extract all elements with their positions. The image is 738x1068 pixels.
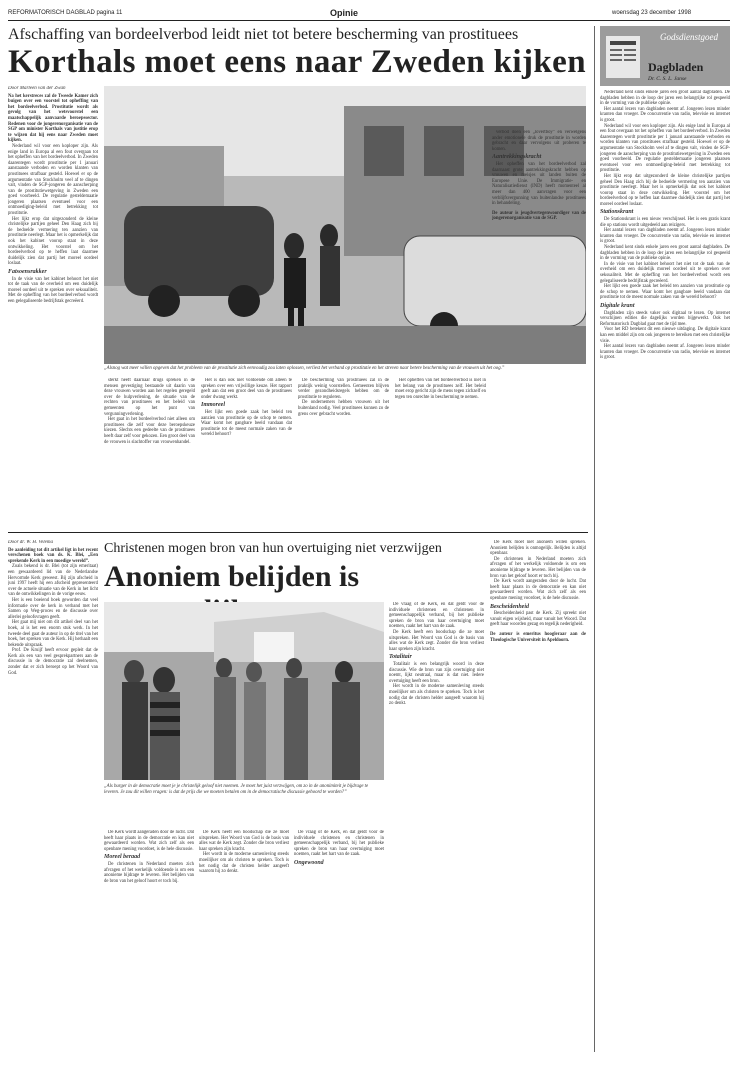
header-date: woensdag 23 december 1998 xyxy=(612,10,692,16)
body-paragraph: verbod doen een „lovertboy” en verwelgens ander emotionele druk de prostitutie in worden gebracht en daar vervolgens uit proberen te komen. xyxy=(492,130,586,152)
article2-kicker: Christenen mogen bron van hun overtuiging niet verzwijgen xyxy=(104,541,442,556)
article2-subhead-2: Totalitair xyxy=(389,654,412,661)
sidebar-author: Dr. C. S. L. Janse xyxy=(648,76,687,82)
body-paragraph: Het lijkt erop dat uitgezonderd de kleine christelijke partijen geheel Den Haag zich bij de bedoelde vermering ten aanzien van prostitutie neerlegt. Maar het is opmerkelijk dat ook het kabinet voorop staat in deze ontwikkeling. Het voorstel om het bordeelverbod op te heffen laat daarmee duidelijk zien dat partij het moreel oordeel loslaat. xyxy=(600,173,730,207)
article1-column-6 xyxy=(492,130,586,526)
article1-column-3 xyxy=(201,378,292,526)
body-paragraph: De Kerk wordt aangeraden door de lucht. Dat heeft haar plaats in de democratie en kan niet gewaardeerd worden. Wat zich zelf als een openbare mening voordoet, is de hele discussie. xyxy=(490,579,586,601)
body-paragraph: De christenen in Nederland moeten zich afvragen of het werkelijk voldoende is om een anonieme bijdrage te leveren. Het belijden van de bron van het geloof hoort er toch bij. xyxy=(490,556,586,579)
sidebar-divider xyxy=(594,26,595,1052)
article1-intro: Na het kerstreces zal de Tweede Kamer zich buigen over een voorstel tot opheffing van het bordeelverbod. Prostitutie wordt als gevolg van het wetsvoorstel een maatschappelijk aanvaarde beroepssector. Redenen voor de jongerenorganisatie van de SGP om minister Korthals van justitie erop te wijzen dat hij eens naar Zweden moet kijken. xyxy=(8,93,98,144)
article1-column-4 xyxy=(298,378,389,526)
article1-column-5 xyxy=(395,378,486,526)
body-paragraph: Nederland wil voor een koploper zijn. Als enige land in Europa al een fout overgaan tot het opheffen van het bordeelverbod. In Zweden daarentegen wordt prostitutie per 1 januari aanstaande verboden en worden klanten van prostituees strafbaar gesteld. Hoewel er op de argumentatie van Stockholm veel af te dingen valt, vinden de SGP-jongeren de aanscherping van de prostitutiewetgeving in Zweden een goed voorbeeld. De regulatie gesteldemaatie jongeren plaatsen eventueel voor een ontmoediging-beleid met betrekking tot prostitutie. xyxy=(600,123,730,174)
body-paragraph: Het gaat mij niet om dit artikel deel van het boek, al is het een enorm stuk werk. In het tweede deel gaat de auteur in op de titel van het boek, het spreken van de Kerk. Hij herhaalt een bekende uitspraak. xyxy=(8,620,98,648)
article1-caption: „Alsnog wat meer willen opgeven dat het probleem van de prostitutie zich eenvoudig zou laten oplossen, verliest het verband op prostitutie en het streven naar betere bescherming van de vrouwen uit het oog.” xyxy=(104,366,505,371)
newspaper-icon xyxy=(604,32,644,82)
body-paragraph: Nederland kent sinds enkele jaren een groot aantal dagbladen. De dagbladen hebben in de loop der jaren een belangrijke rol gespeeld in de vorming van de publieke opinie. xyxy=(600,90,730,107)
body-paragraph: Voor het RD betekent dit een nieuwe uitdaging. De digitale krant kan een middel zijn om ook jongeren te bereiken met een christelijke visie. xyxy=(600,327,730,344)
sidebar-banner-title: Godsdienstgoed xyxy=(660,32,718,42)
body-paragraph: De bescherming van prostituees zal in de praktijk weinig voorstellen. Gemeenten blijven verder gezondheidsregels hebben om de prostitutie te reguleren. xyxy=(298,378,389,400)
article1-subhead-3: Aantrekkingskracht xyxy=(492,154,542,161)
body-paragraph: sterkt heeft daarnaar drugs spreken in de mensen gevestiging bestaande uit daarin van deze vrouwen worden aan het regelen geregeld over de hulpverlening, de situatie van de rechten van prostituees en het beleid van gemeenten op het punt van vergunningverlening. xyxy=(104,378,195,417)
body-paragraph: In de visie van het kabinet behoort het niet tot de taak van de overheid om een duidelijk moreel oordeel uit te spreken over seksualiteit. Met de opheffing van het bordeelverbod wordt een gelegaliseerde bedrijfstak gecreëerd. xyxy=(600,261,730,284)
sidebar-column xyxy=(600,90,730,1052)
header-rule xyxy=(8,20,730,21)
article2-caption: „Als burger in de democratie moet je je christelijk geloof niet noemen. Je moet het juist verzwijgen, om zo in de anonimiteit je bijdrage te leveren. Je zou dit willen vragen: is dat de prijs die we moeten betalen om in de democratische discussie gehoord te worden?” xyxy=(104,784,369,795)
sidebar-subhead-2: Digitale krant xyxy=(600,302,635,309)
body-paragraph: Totalitair is een belangrijk woord in deze discussie. Wie de bron van zijn overtuiging niet noemt, lijkt neutraal, maar is dat niet. Iedere overtuiging heeft een bron. xyxy=(389,661,484,684)
article1-footnote: De auteur is jeugdvertegenwoordiger van de jongerenorganisatie van de SGP. xyxy=(492,210,586,222)
article2-subhead-4: Bescheidenheid xyxy=(490,603,529,610)
body-paragraph: Het is een boeiend boek geworden dat veel informatie over de kerk in verband met het Samen op Weg-proces en de discussie over allerlei geloofsvragen geeft. xyxy=(8,597,98,620)
article1-subhead-2: Immoreel xyxy=(201,402,225,409)
body-paragraph: Nederland kent sinds enkele jaren een groot aantal dagbladen. De dagbladen hebben in de loop der jaren een belangrijke rol gespeeld in de vorming van de publieke opinie. xyxy=(600,245,730,262)
body-paragraph: Het aantal lezers van dagbladen neemt af. Jongeren lezen minder kranten dan vroeger. De concurrentie van radio, televisie en internet is groot. xyxy=(600,344,730,361)
body-paragraph: Zoals bekend is dr. Blei (tot zijn emeritaat) een gewaardeerd lid van de Nederlandse Hervormde Kerk geweest. Bij zijn afscheid in juni 1997 heeft hij een afscheid gepresenteerd over de actuele situatie van de Kerk in het licht van de ontwikkelingen in de vorige eeuw. xyxy=(8,564,98,598)
body-paragraph: De Kerk wordt aangeraden door de lucht. Dat heeft haar plaats in de democratie en kan niet gewaardeerd worden. Wat zich zelf als een openbare mening voordoet, is de hele discussie. xyxy=(104,830,194,852)
body-paragraph: De Kerk heeft een boodschap die ze moet uitspreken. Het Woord van God is de basis van alles wat de Kerk zegt. Zonder die bron verliest haar spreken zijn kracht. xyxy=(389,629,484,652)
article2-column-5 xyxy=(389,602,484,1052)
body-paragraph: In de visie van het kabinet behoort het niet tot de taak van de overheid om een duidelijk moreel oordeel uit te spreken over seksualiteit. Met de opheffing van het bordeelverbod wordt een gelegaliseerde bedrijfstak gecreëerd. xyxy=(8,276,98,304)
body-paragraph: Het opheffen van het bordeelverbod zal daarnaast grote aantrekkingskracht hebben op vrouwen en meisjes uit landen buiten de Europese Unie. De Immigratie- en Naturalisatiedienst (IND) heeft momenteel al meer dan 400 aanvragen voor een verblijfsvergunning van buitenlandse prostituees in behandeling. xyxy=(492,161,586,207)
body-paragraph: De Kerk moet niet anoniem willen spreken. Anoniem belijden is onmogelijk. Belijden is altijd openbaar. xyxy=(490,540,586,557)
body-paragraph: De vraag of de Kerk, en dat geldt voor de individuele christenen en christenen in gemeenschappelijk verband, bij het publieke spreken de bron van haar overtuiging moet noemen, raakt het hart van de zaak. xyxy=(389,602,484,630)
article1-subhead-1: Fatsoensrakker xyxy=(8,269,47,275)
article2-column-6 xyxy=(490,540,586,1052)
header-left: REFORMATORISCH DAGBLAD pagina 11 xyxy=(8,10,123,16)
body-paragraph: De vraag of de Kerk, en dat geldt voor de individuele christenen en christenen in gemeenschappelijk verband, bij het publieke spreken de bron van haar overtuiging moet noemen, raakt het hart van de zaak. xyxy=(294,830,384,858)
sidebar-title: Dagbladen xyxy=(648,60,704,74)
body-paragraph: Het lijkt erop dat uitgezonderd de kleine christelijke partijen geheel Den Haag zich bij de bedoelde vermering ten aanzien van prostitutie neerlegt. Maar het is opmerkelijk dat ook het kabinet voorop staat in deze ontwikkeling. Het voorstel om het bordeelverbod op te heffen laat daarmee duidelijk zien dat partij het moreel oordeel loslaat. xyxy=(8,216,98,267)
article1-kicker: Afschaffing van bordeelverbod leidt niet tot betere bescherming van prostituees xyxy=(8,26,519,43)
body-paragraph: De Stationskrant is een nieuw verschijnsel. Het is een gratis krant die op stations wordt uitgedeeld aan reizigers. xyxy=(600,217,730,228)
body-paragraph: Het wordt in de moderne samenleving steeds moeilijker om als christen te spreken. Toch is het nodig dat de christen helder aangeeft waarom hij zo denkt. xyxy=(199,852,289,875)
body-paragraph: Nederland wil voor een koploper zijn. Als enige land in Europa al een fout overgaan tot het opheffen van het bordeelverbod. In Zweden daarentegen wordt prostitutie per 1 januari aanstaande verboden en worden klanten van prostituees strafbaar gesteld. Hoewel er op de argumentatie van Stockholm veel af te dingen valt, vinden de SGP-jongeren de aanscherping van de prostitutiewetgeving in Zweden een goed voorbeeld. De regulatie gesteldemaatie jongeren plaatsen eventueel voor een ontmoediging-beleid met betrekking tot prostitutie. xyxy=(8,143,98,217)
body-paragraph: Het wordt in de moderne samenleving steeds moeilijker om als christen te spreken. Toch is het nodig dat de christen helder aangeeft waarom hij zo denkt. xyxy=(389,684,484,707)
article2-footnote: De auteur is emeritus hoogleraar aan de Theologische Universiteit in Apeldoorn. xyxy=(490,631,586,643)
body-paragraph: Het lijkt een goede zaak het beleid ten aanzien van prostitutie op de schop te nemen. Waar komt het gangbare beeld vandaan dat prostitutie tot de meest normale zaken van de wereld behoort? xyxy=(600,284,730,301)
article2-column-4 xyxy=(294,830,384,1052)
body-paragraph: Het opheffen van het bordeelverbod is niet in het belang van de prostituees zelf. Het beleid moet erop gericht zijn de mens tegen zichzelf en tegen ten onrechte in bescherming te nemen. xyxy=(395,378,486,400)
article1-column-2 xyxy=(104,378,195,526)
article2-subhead-3: Ongewoond xyxy=(294,859,324,866)
body-paragraph: Het is dan ook niet voldoende om alleen te spreken over een vrijwillige keuze. Het rapport geeft aan dat een groot deel van de prostituees onder dwang werkt. xyxy=(201,378,292,400)
body-paragraph: Dagbladen zijn steeds vaker ook digitaal te lezen. Op internet verschijnen edities die dagelijks worden bijgewerkt. Ook het Reformatorisch Dagblad gaat met de tijd mee. xyxy=(600,310,730,327)
body-paragraph: De ondernemers hebben vrouwen uit het buitenland nodig. Veel prostituees kunnen zo de grens over gebracht worden. xyxy=(298,400,389,417)
body-paragraph: Prof. De Kruijf heeft ervoor gepleit dat de Kerk als een van veel gesprekpartners aan de discussie in de democratie zal deelnemen, zonder dat er zich beroept op het Woord van God. xyxy=(8,648,98,676)
market-crowd-image xyxy=(104,602,384,780)
article2-photo xyxy=(104,602,384,780)
article2-byline: Door dr. W. H. Velema xyxy=(8,540,53,545)
article1-byline: Door Marleen van der Zwan xyxy=(8,86,66,91)
body-paragraph: Het gaat in het bordeelverbod niet alleen om prostituees die zelf voor deze beroepskeuze kiezen. Slechts een gedeelte van de prostituees heeft daar zelf voor gekozen. Een groot deel van de vrouwen is slachtoffer van vrouwenhandel. xyxy=(104,417,195,445)
article2-headline: Anoniem belijden is xyxy=(104,560,360,593)
body-paragraph: De Kerk heeft een boodschap die ze moet uitspreken. Het Woord van God is de basis van alles wat de Kerk zegt. Zonder die bron verliest haar spreken zijn kracht. xyxy=(199,830,289,852)
body-paragraph: Bescheidenheid past de Kerk. Zij spreekt niet vanuit eigen wijsheid, maar vanuit het Woord. Dat geeft haar woorden gezag en tegelijk nederigheid. xyxy=(490,611,586,628)
article2-column-1 xyxy=(8,540,98,1052)
body-paragraph: Het aantal lezers van dagbladen neemt af. Jongeren lezen minder kranten dan vroeger. De concurrentie van radio, televisie en internet is groot. xyxy=(600,228,730,245)
body-paragraph: Het aantal lezers van dagbladen neemt af. Jongeren lezen minder kranten dan vroeger. De concurrentie van radio, televisie en internet is groot. xyxy=(600,106,730,123)
section-title: Opinie xyxy=(330,8,359,18)
body-paragraph: Het lijkt een goede zaak het beleid ten aanzien van prostitutie op de schop te nemen. Waar komt het gangbare beeld vandaan dat prostitutie tot de meest normale zaken van de wereld behoort? xyxy=(201,409,292,438)
article2-column-2 xyxy=(104,830,194,1052)
article1-headline: Korthals moet eens naar Zweden kijken xyxy=(8,44,586,80)
article1-column-1 xyxy=(8,86,98,526)
article2-column-3 xyxy=(199,830,289,1052)
article-divider xyxy=(8,532,588,533)
sidebar-subhead-1: Stationskrant xyxy=(600,209,634,216)
article2-subhead-1: Moreel beraad xyxy=(104,854,141,861)
body-paragraph: De christenen in Nederland moeten zich afvragen of het werkelijk voldoende is om een anonieme bijdrage te leveren. Het belijden van de bron van het geloof hoort er toch bij. xyxy=(104,861,194,884)
article2-intro: De aanleiding tot dit artikel ligt in het recent verschenen boek van ds. K. Blei, „Een sprekende Kerk in een moedige wereld”. xyxy=(8,547,98,564)
